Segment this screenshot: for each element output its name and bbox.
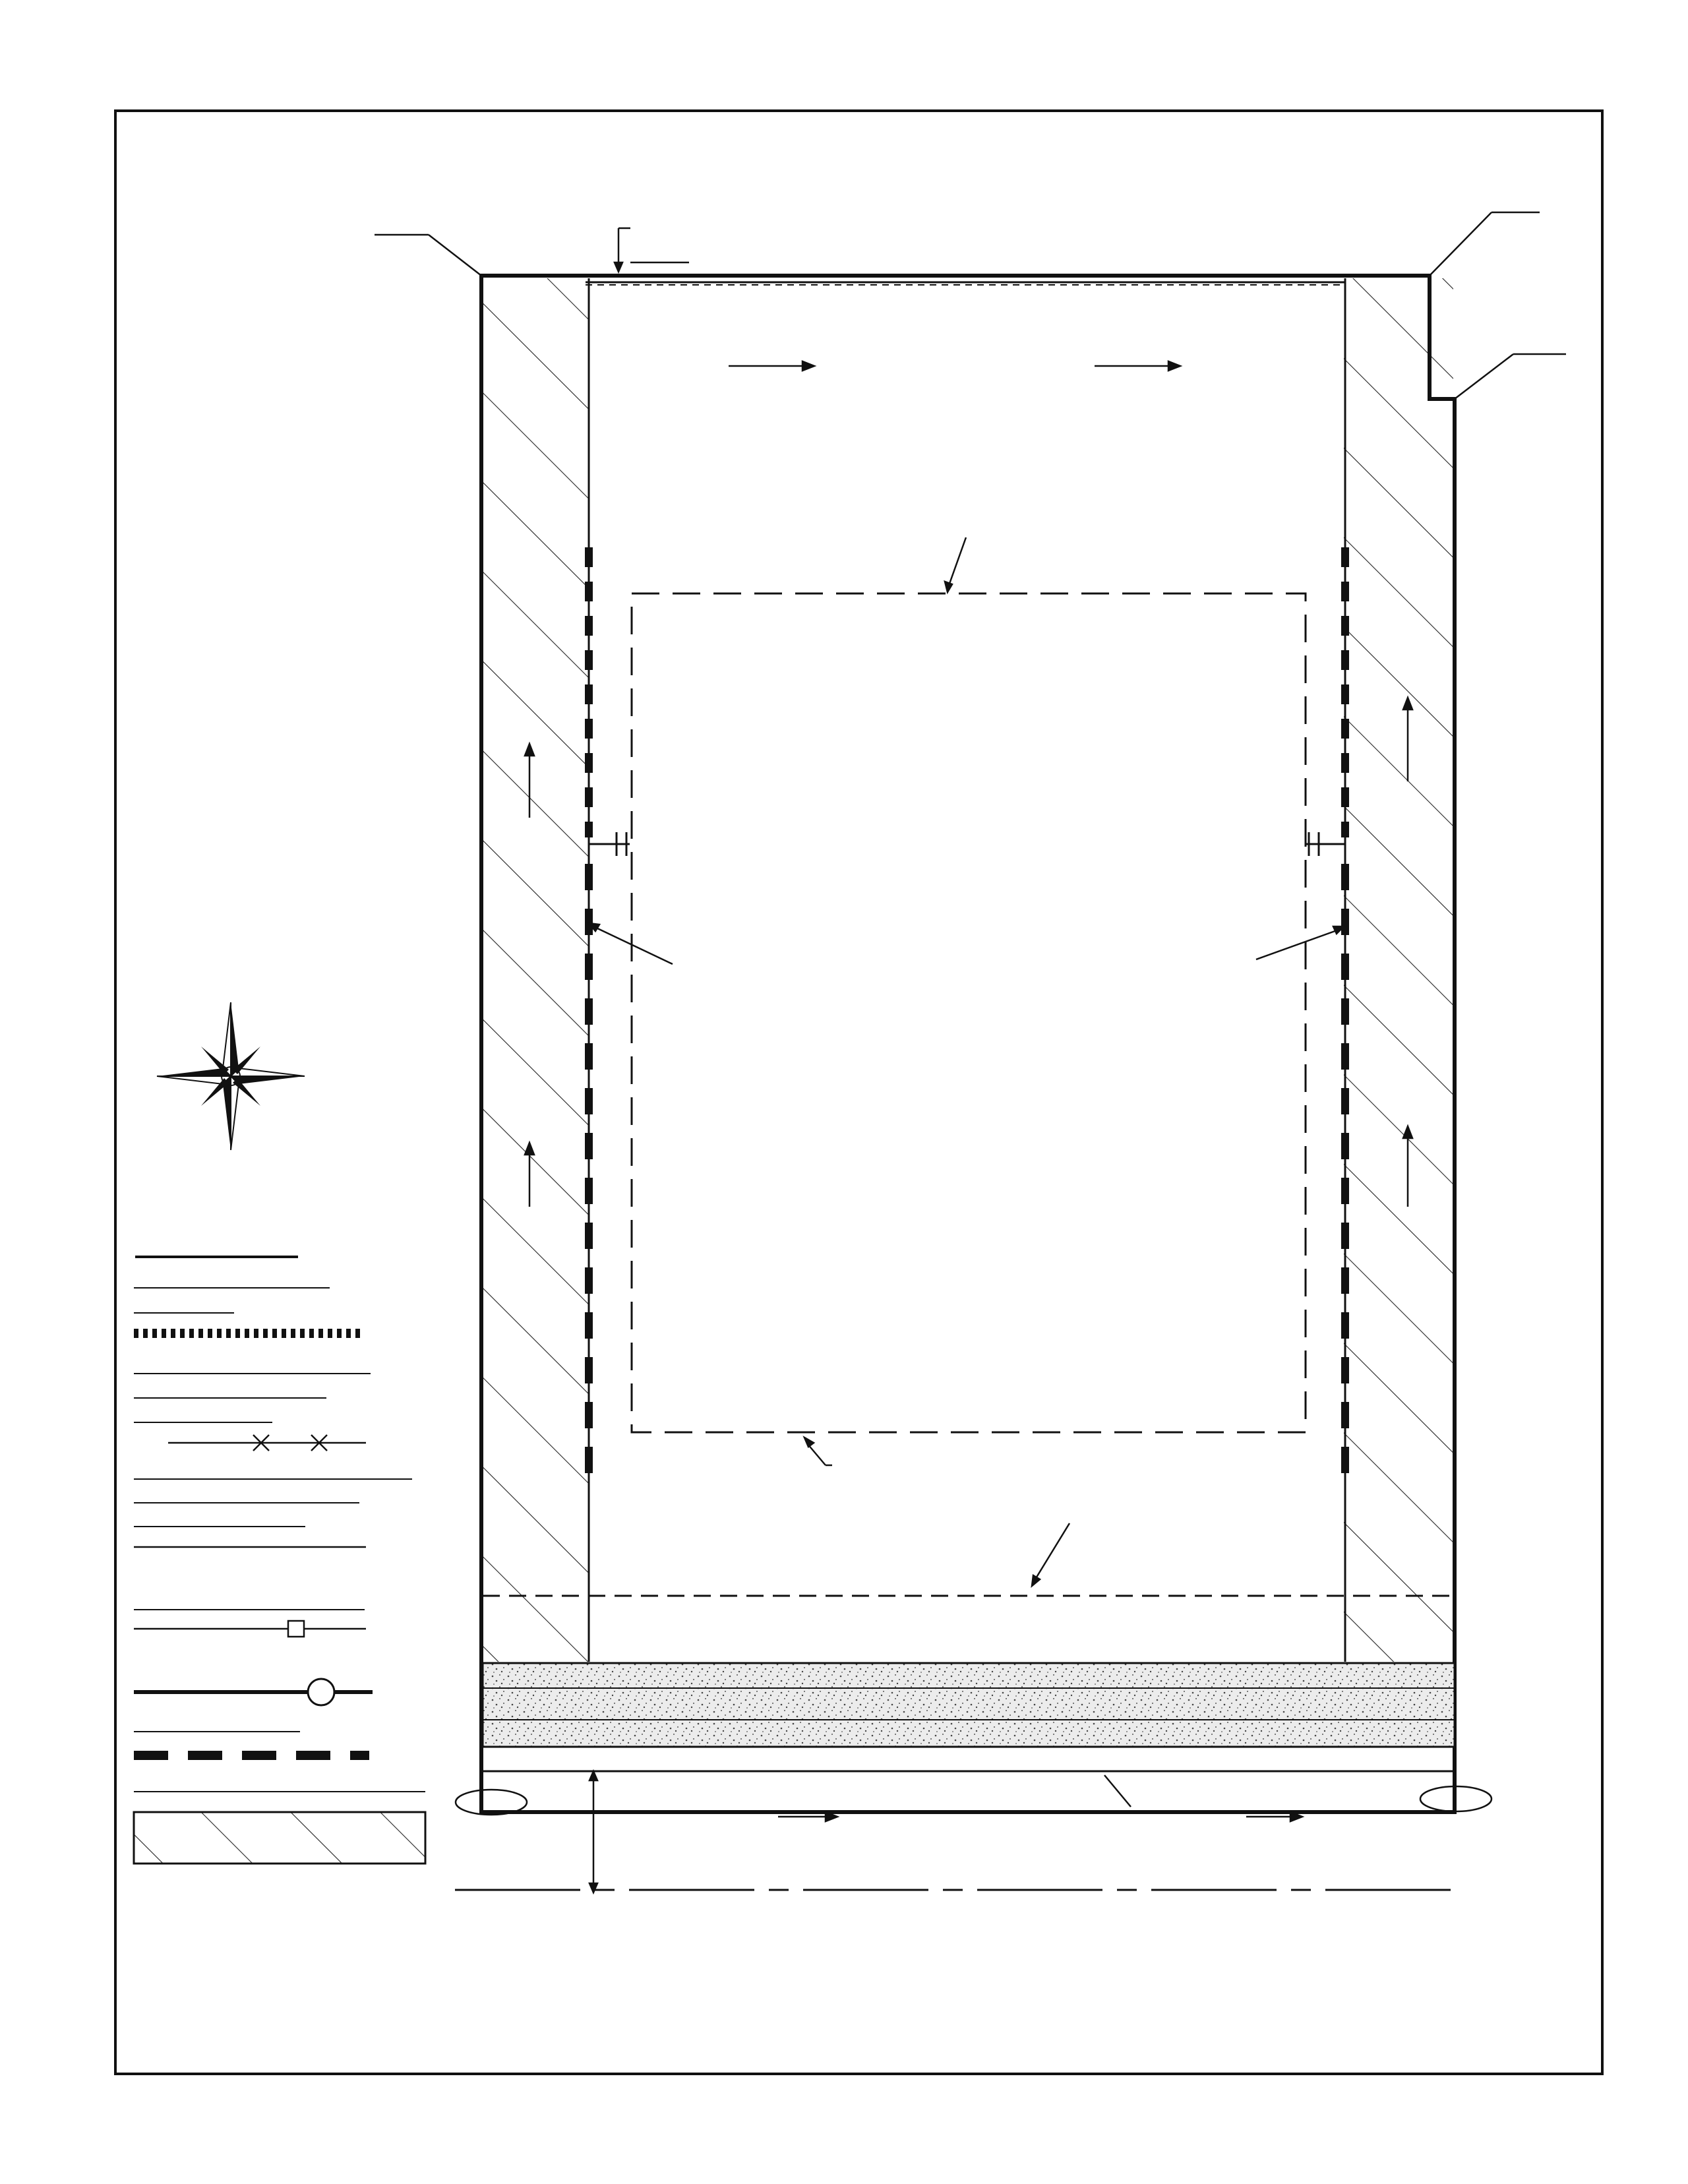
elevated-pad-leader-top: [945, 537, 966, 592]
restricted-drainage-areas: [483, 278, 1453, 1662]
legend-underlines-2: [134, 1374, 371, 1422]
flow-arrows: [525, 361, 1412, 1821]
side-walls: [589, 278, 1345, 1662]
legend-restricted-symbol: [134, 1812, 425, 1864]
legend-optional-fence-symbol: [168, 1435, 366, 1451]
legend-perimeter-symbol: [134, 1679, 373, 1705]
legend-underlines-1: [134, 1288, 330, 1313]
setback-dimension: [589, 1771, 597, 1893]
vnae-marker: [615, 228, 689, 272]
retaining-wall-leaders: [589, 923, 1344, 964]
drainage-easement-leader: [1032, 1523, 1070, 1586]
elevated-pad-outline: [632, 593, 1306, 1432]
legend-cmu-symbol: [134, 1621, 366, 1637]
lot-boundary: [481, 276, 1455, 1812]
elevated-pad-leader-bottom: [804, 1438, 832, 1465]
north-arrow-icon: [157, 1002, 305, 1150]
roll-curb-leader: [1104, 1775, 1131, 1807]
north-fence: [586, 282, 1345, 285]
legend-underlines-3: [134, 1479, 412, 1527]
sidewalk: [483, 1663, 1455, 1747]
